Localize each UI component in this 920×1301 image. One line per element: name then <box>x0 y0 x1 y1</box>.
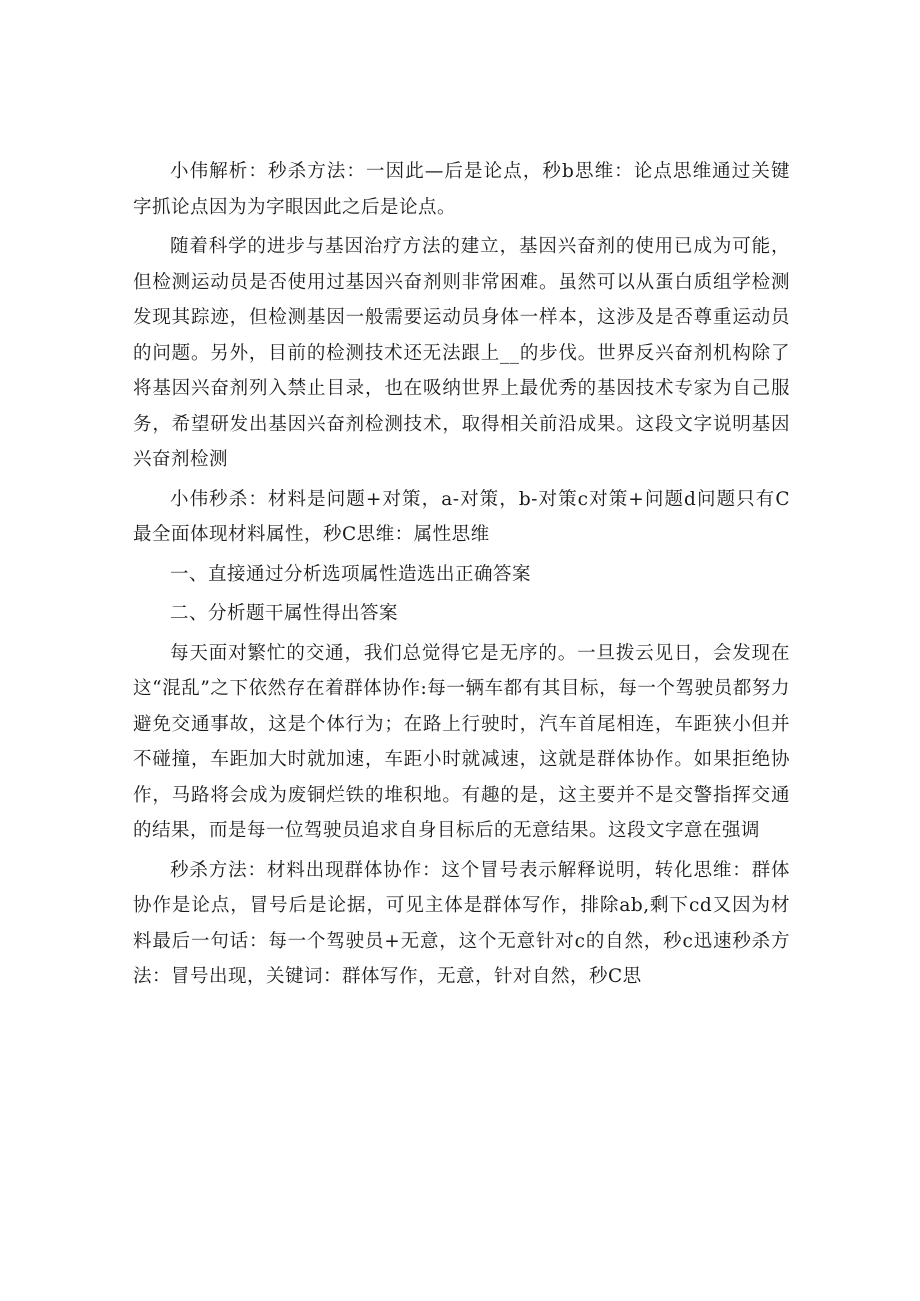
paragraph-analysis-3: 秒杀方法：材料出现群体协作：这个冒号表示解释说明，转化思维：群体协作是论点，冒号后是论据，可见主体是群体写作，排除ab,剩下cd又因为材料最后一句话：每一个驾驶员+无意，这个无意针对c的自然，秒c迅速秒杀方法：冒号出现，关键词：群体写作，无意，针对自然，秒C思 <box>133 859 790 987</box>
paragraph-analysis-1: 小伟解析：秒杀方法：一因此—后是论点，秒b思维：论点思维通过关键字抓论点因为为字眼因此之后是论点。 <box>133 161 790 218</box>
paragraph-question-traffic: 每天面对繁忙的交通，我们总觉得它是无序的。一旦拨云见日，会发现在这“混乱”之下依然存在着群体协作:每一辆车都有其目标，每一个驾驶员都努力避免交通事故，这是个体行为；在路上行驶时，汽车首尾相连，车距狭小但并不碰撞，车距加大时就加速，车距小时就减速，这就是群体协作。如果拒绝协作，马路将会成为废铜烂铁的堆积地。有趣的是，这主要并不是交警指挥交通的结果，而是每一位驾驶员追求自身目标后的无意结果。这段文字意在强调 <box>133 642 790 841</box>
paragraph-question-gene-doping: 随着科学的进步与基因治疗方法的建立，基因兴奋剂的使用已成为可能，但检测运动员是否使用过基因兴奋剂则非常困难。虽然可以从蛋白质组学检测发现其踪迹，但检测基因一般需要运动员身体一样本，这涉及是否尊重运动员的问题。另外，目前的检测技术还无法跟上__的步伐。世界反兴奋剂机构除了将基因兴奋剂列入禁止目录，也在吸纳世界上最优秀的基因技术专家为自己服务，希望研发出基因兴奋剂检测技术，取得相关前沿成果。这段文字说明基因兴奋剂检测 <box>133 236 790 470</box>
document-body <box>133 154 790 999</box>
paragraph-method-2: 二、分析题干属性得出答案 <box>170 603 399 624</box>
paragraph-method-1: 一、直接通过分析选项属性造选出正确答案 <box>170 563 532 585</box>
paragraph-analysis-2: 小伟秒杀：材料是问题+对策，a-对策，b-对策c对策+问题d问题只有C最全面体现材料属性，秒C思维：属性思维 <box>133 488 790 545</box>
